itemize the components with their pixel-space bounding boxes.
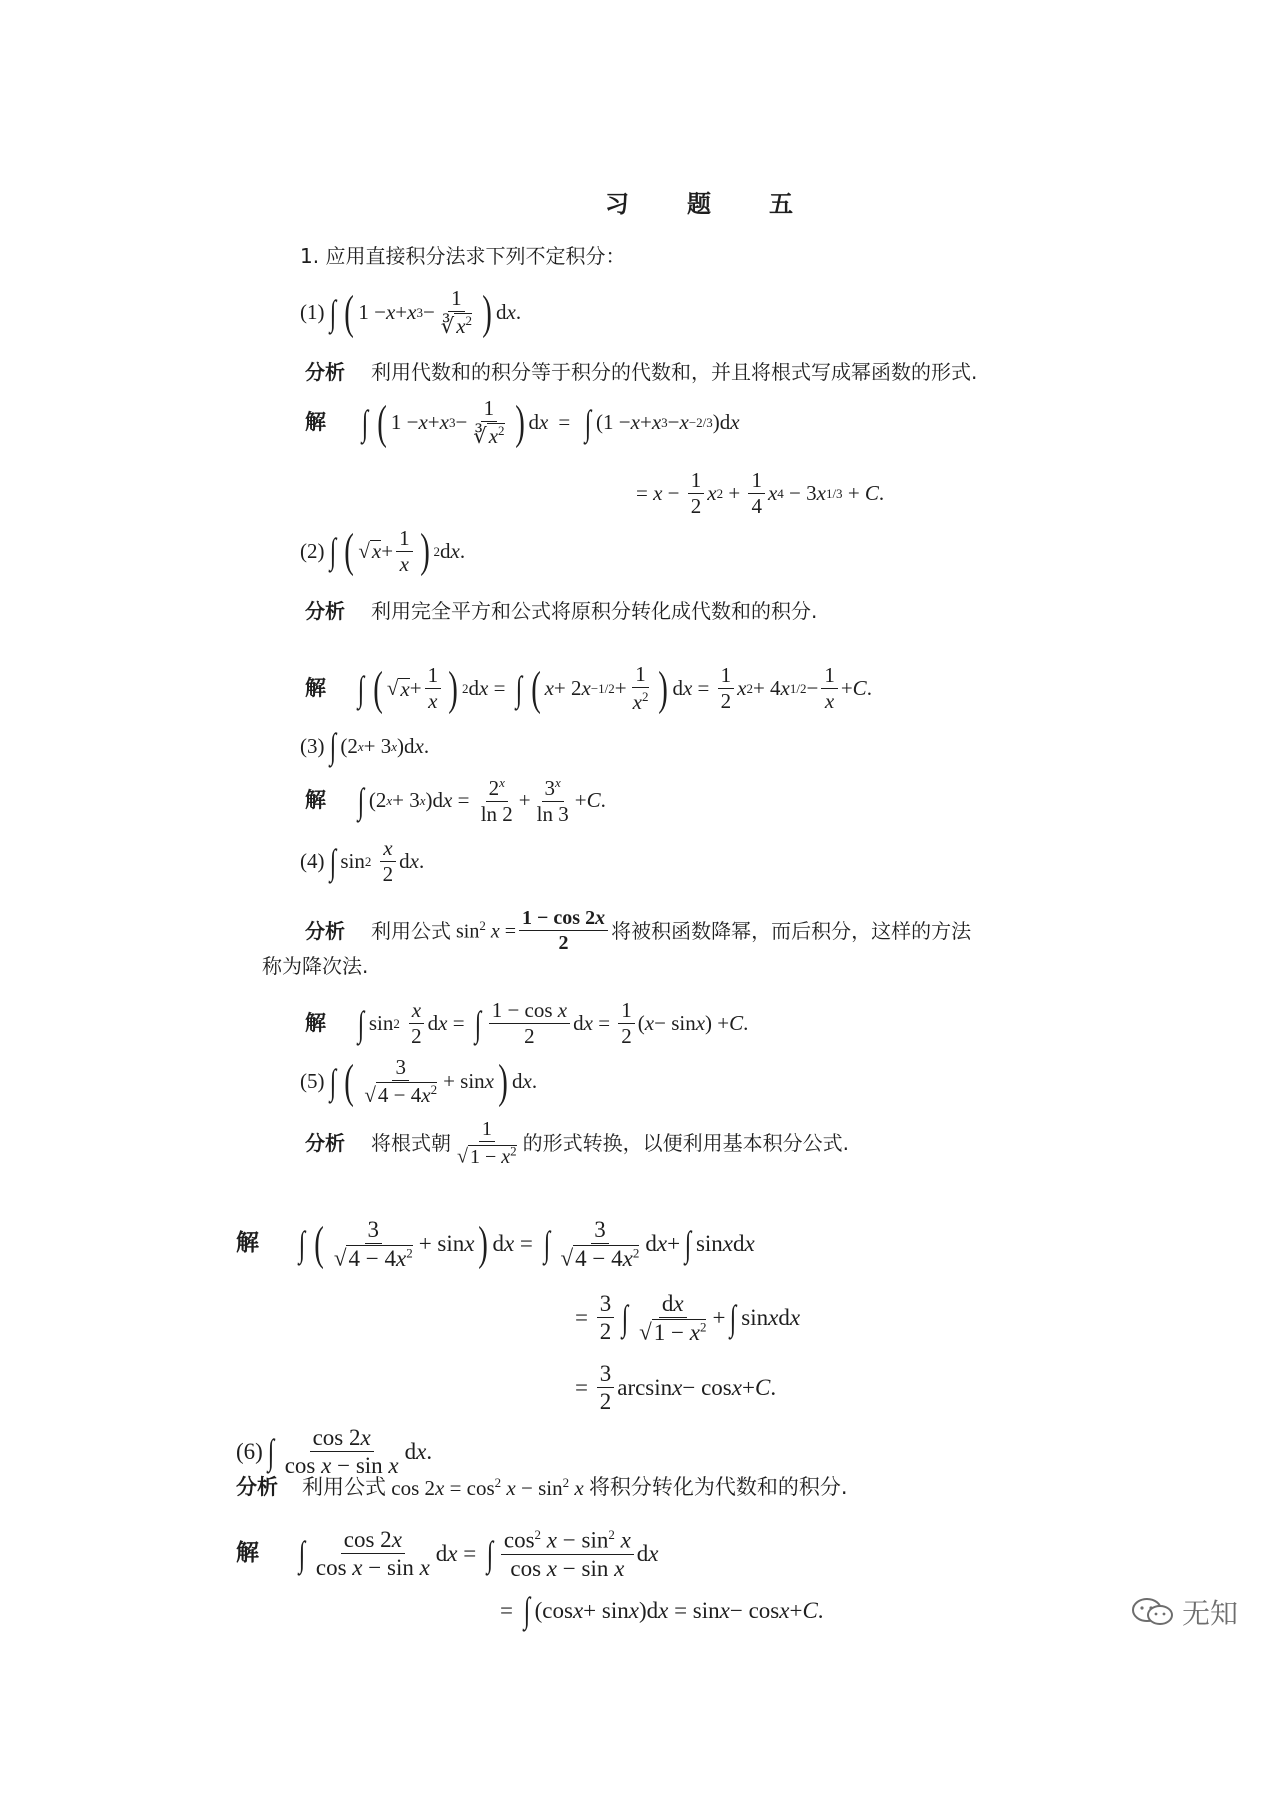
watermark-text: 无知 <box>1181 1597 1238 1630</box>
problem-5-analysis: 分析 将根式朝 $\frac{1}{√ 1 - x^2}$ 的形式转换，以便利用基本积分公式. <box>305 1118 850 1168</box>
problem-4-statement: (4) ∫ sin 2 $\frac{x}{2}$ d x . <box>300 836 425 886</box>
problem-5-solution-line-1: 解 ∫ ( $\frac{3}{√4 - 4x^2}$ + sin x ) d x = ∫ $\frac{3}{√4 - 4x^2}$ d x + ∫ sin x d x <box>236 1216 755 1271</box>
problem-4-analysis: 分析 利用公式 $\sin^2 x$ = $\frac{1 - \cos 2x}{2}$ 将被积函数降幂，而后积分，这样的方法 <box>305 907 972 954</box>
problem-6-statement: (6) ∫ $\frac{\cos 2x}{\text{cos x − sin x}}$ d x . <box>236 1425 433 1478</box>
problem-number: (4) <box>300 849 325 873</box>
problem-1-solution-line-1: 解 ∫ ( 1 − x + x 3 − $\frac{1}{∛x^2}$ ) d x = ∫ (1 − x + x 3 − x −2/3 )d x <box>305 395 740 449</box>
solution-label: 解 <box>236 1540 259 1567</box>
analysis-label: 分析 <box>305 1130 345 1155</box>
problem-1-statement: (1) ∫ ( 1 − x + x 3 − $\frac{1}{∛x^2}$ ) d x . <box>300 285 522 339</box>
question-1-heading: 1. 应用直接积分法求下列不定积分： <box>300 244 626 268</box>
problem-number: (5) <box>300 1069 325 1093</box>
problem-number: (3) <box>300 733 325 758</box>
problem-5-solution-line-2: = $\frac{3}{2}$ ∫ $\frac{dx}{√1 - x^2}$ + ∫ sin x d x <box>575 1291 801 1345</box>
problem-5-statement: (5) ∫ ( $\frac{3}{√4 - 4x^2}$ + sin x ) d x . <box>300 1054 538 1108</box>
problem-2-solution: 解 ∫ ( √ x + $\frac{1}{x}$ ) 2 d x = ∫ ( x + 2 x −1/2 + $\frac{1}{x^2}$ ) d x = $\frac{1}{2}$ x 2 + 4 x 1/2 − $\frac{1}{x}$ + C . <box>305 661 872 715</box>
analysis-label: 分析 <box>236 1475 278 1499</box>
problem-1-solution-line-2: = x − $\frac{1}{2}$ x 2 + $\frac{1}{4}$ x 4 − 3 x 1/3 + C . <box>636 468 885 518</box>
problem-6-solution-line-1: 解 ∫ $\frac{\cos 2x}{\text{cos x − sin x}}$ d x = ∫ $\frac{\cos^2 x - \sin^2 x}{\text{cos x − sin x}}$ d x <box>236 1527 659 1581</box>
problem-2-analysis: 分析 利用完全平方和公式将原积分转化成代数和的积分. <box>305 599 818 623</box>
solution-label: 解 <box>305 788 326 812</box>
problem-3-solution: 解 ∫ (2 x + 3 x )d x = $\frac{2^x}{\ln 2}$ + $\frac{3^x}{\ln 3}$ + C . <box>305 775 606 826</box>
problem-2-statement: (2) ∫ ( √ x + $\frac{1}{x}$ ) 2 d x . <box>300 524 466 577</box>
solution-label: 解 <box>305 410 326 434</box>
problem-number: (6) <box>236 1439 263 1464</box>
solution-label: 解 <box>236 1230 259 1257</box>
analysis-label: 分析 <box>305 360 345 384</box>
problem-6-analysis: 分析 利用公式 $\cos 2x = \cos^2 x - \sin^2 x$ 将积分转化为代数和的积分. <box>236 1475 848 1500</box>
solution-label: 解 <box>305 676 326 700</box>
problem-1-analysis: 分析 利用代数和的积分等于积分的代数和，并且将根式写成幂函数的形式. <box>305 360 978 384</box>
problem-6-solution-line-2: = ∫ (cos x + sin x )d x = sin x − cos x + C . <box>500 1590 824 1630</box>
problem-4-solution: 解 ∫ sin 2 $\frac{x}{2}$ d x = ∫ $\frac{\text{1 − cos x}}{2}$ d x = $\frac{1}{2}$ ( x − sin x ) + C . <box>305 998 749 1048</box>
problem-4-analysis-cont: 称为降次法. <box>262 954 369 978</box>
watermark <box>1130 1592 1238 1632</box>
page-title: 习 题 五 <box>605 192 819 218</box>
analysis-label: 分析 <box>305 599 345 623</box>
problem-number: (1) <box>300 300 325 324</box>
solution-label: 解 <box>305 1011 326 1035</box>
wechat-icon <box>1130 1597 1176 1627</box>
problem-number: (2) <box>300 538 325 563</box>
problem-3-statement: (3) ∫ (2 x + 3 x )d x . <box>300 726 430 766</box>
analysis-label: 分析 <box>305 918 345 943</box>
problem-5-solution-line-3: = $\frac{3}{2}$ arcsin x − cos x + C . <box>575 1361 777 1414</box>
